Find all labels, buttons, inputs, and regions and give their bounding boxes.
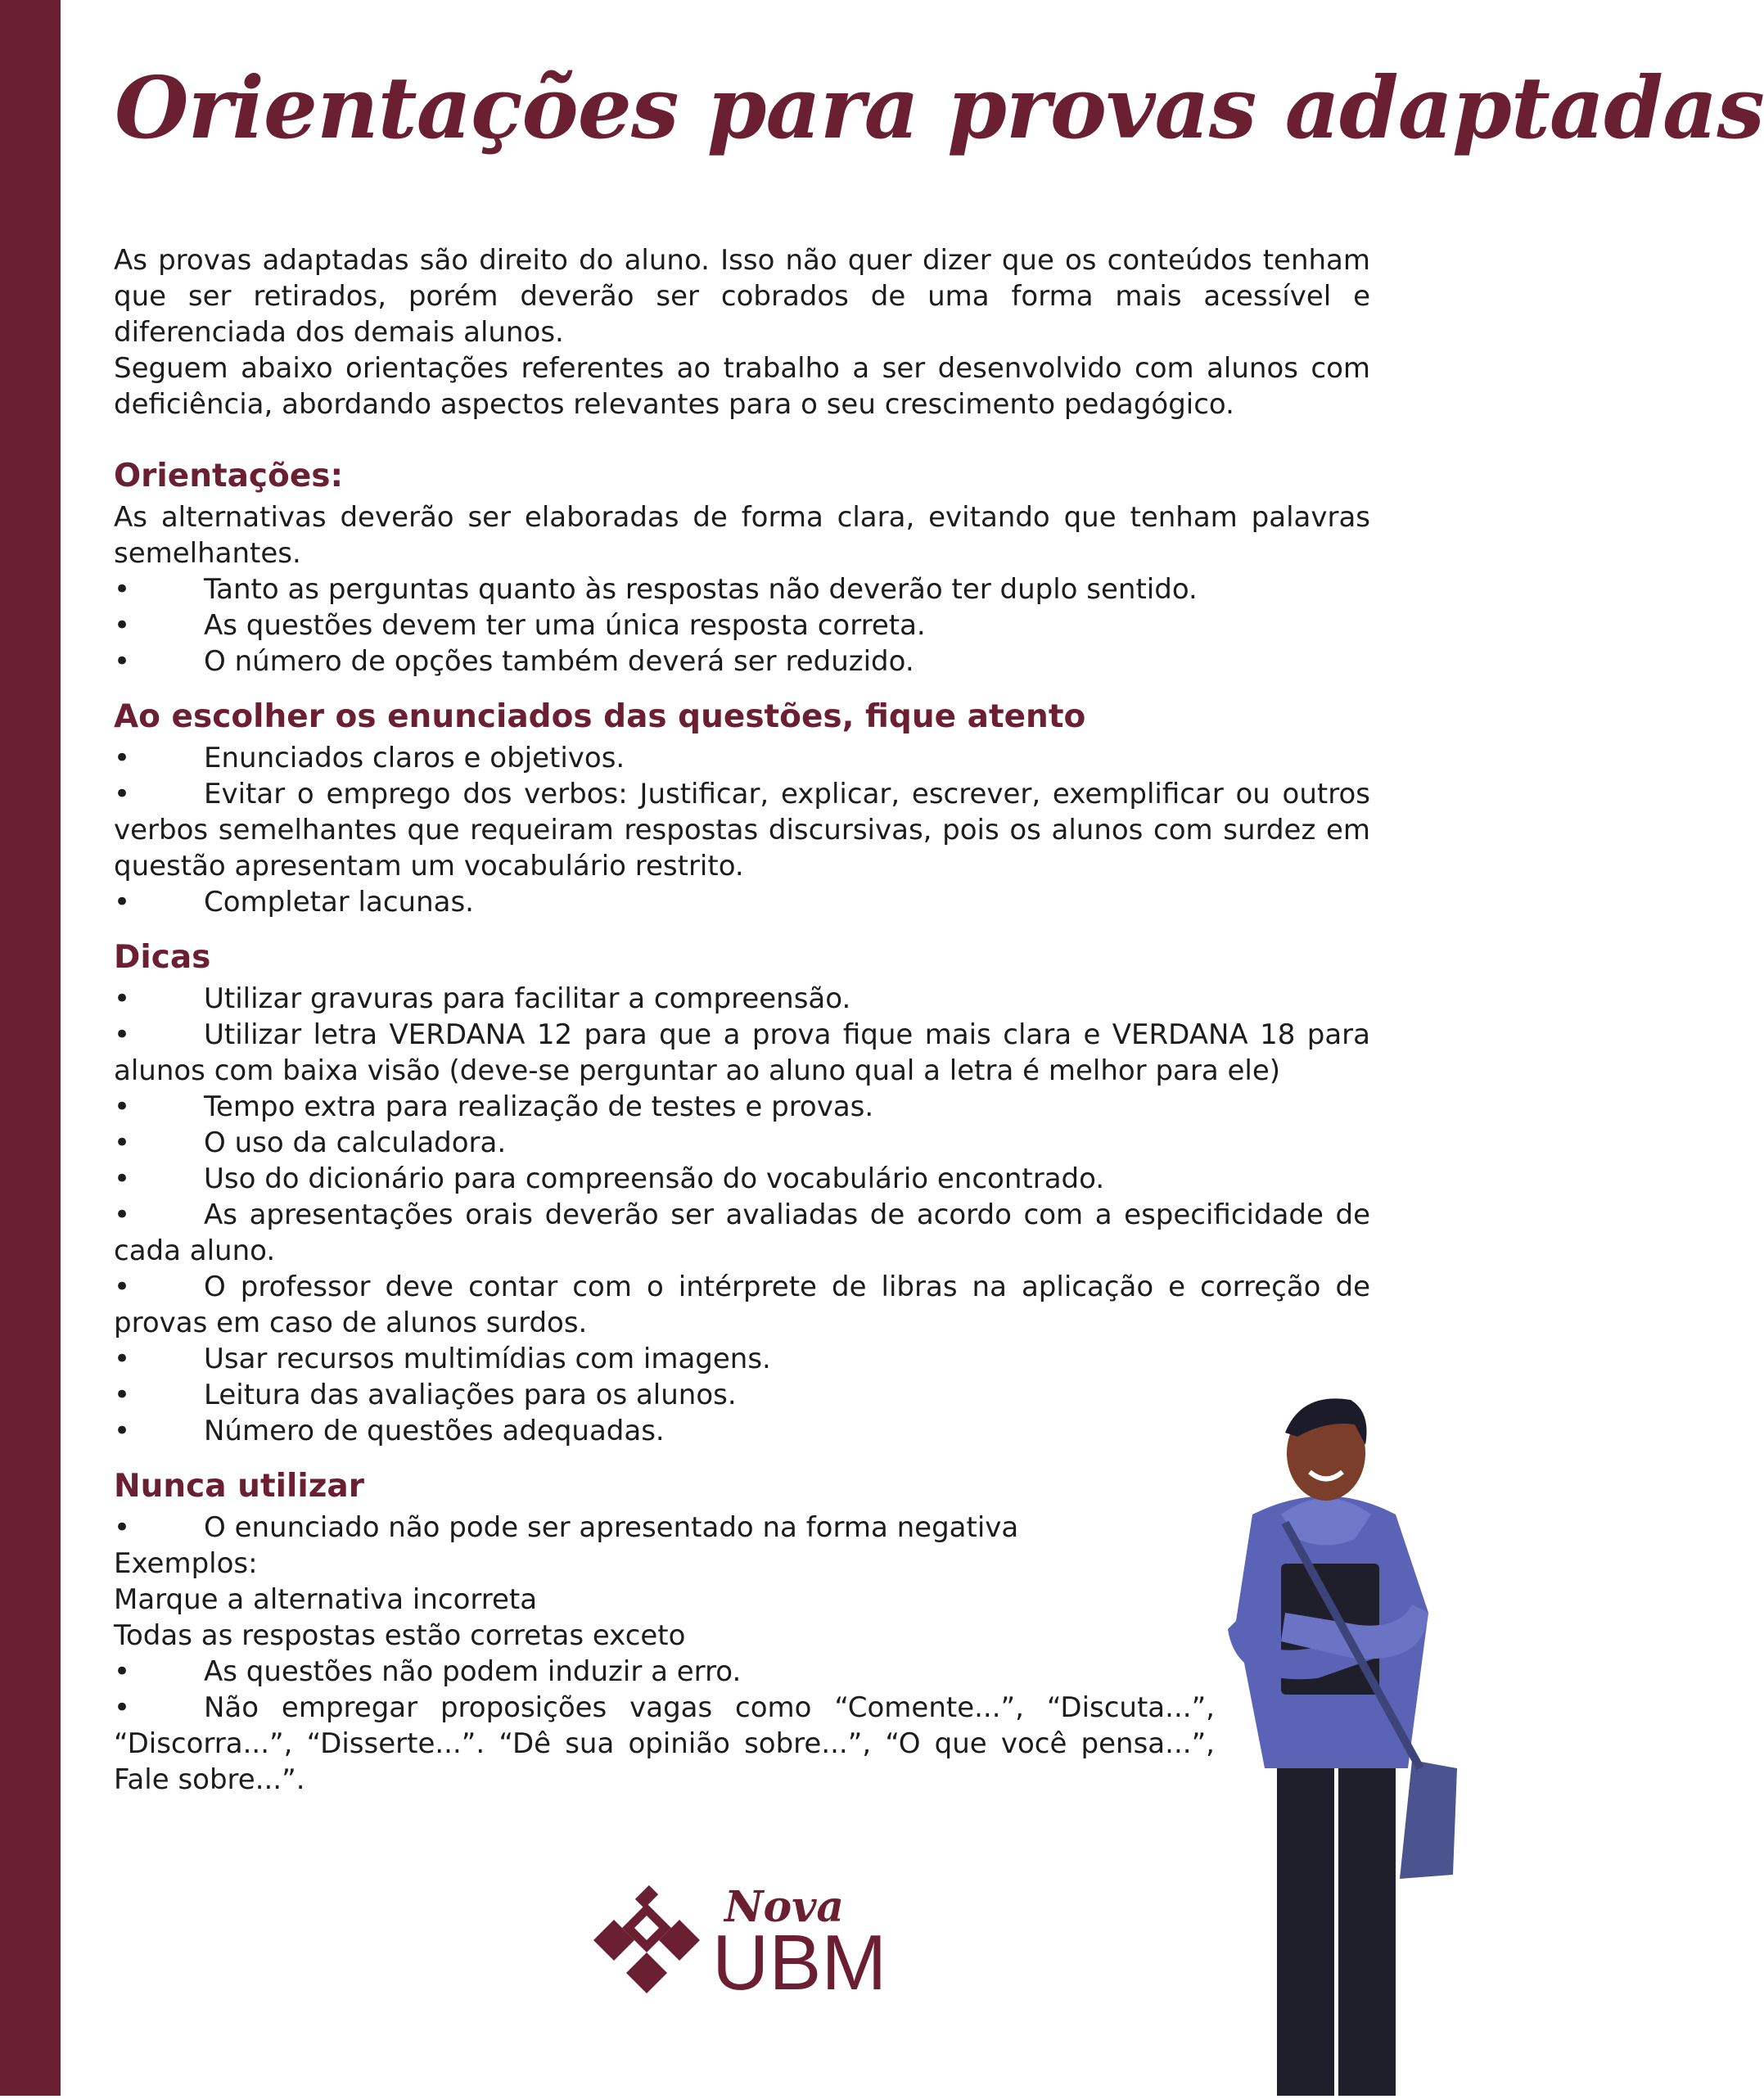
list-item: • Evitar o emprego dos verbos: Justificar, explicar, escrever, exemplificar ou outros verbos semelhantes que requeiram respostas discursivas, pois os alunos com surdez em questão apresentam um vocabulário restrito. [114, 778, 1370, 882]
list-item: • Leitura das avaliações para os alunos. [114, 1379, 737, 1411]
list-item: • Tanto as perguntas quanto às respostas não deverão ter duplo sentido. [114, 573, 1198, 606]
section-heading-enunciados: Ao escolher os enunciados das questões, fique atento [114, 698, 1086, 735]
list-item: • As questões devem ter uma única resposta correta. [114, 609, 926, 642]
student-illustration [1203, 1375, 1473, 2096]
logo-small-text: Nova [724, 1882, 845, 1932]
list-item: • As apresentações orais deverão ser avaliadas de acordo com a especificidade de cada aluno. [114, 1198, 1370, 1267]
list-item: • Usar recursos multimídias com imagens. [114, 1343, 771, 1375]
nova-ubm-logo [589, 1871, 917, 2010]
example-item: Todas as respostas estão corretas exceto [114, 1619, 686, 1652]
page-title: Orientações para provas adaptadas [115, 57, 1764, 158]
list-item: • Utilizar letra VERDANA 12 para que a prova fique mais clara e VERDANA 18 para alunos com baixa visão (deve-se perguntar ao aluno qual a letra é melhor para ele) [114, 1018, 1370, 1087]
logo-big-text: UBM [712, 1919, 887, 2006]
intro-paragraph-1: As provas adaptadas são direito do aluno. Isso não quer dizer que os conteúdos tenham que ser retirados, porém deverão ser cobrados de uma forma mais acessível e diferenciada dos demais alunos. [114, 244, 1370, 349]
student-figure-icon [1203, 1375, 1473, 2096]
list-item: • O enunciado não pode ser apresentado na forma negativa [114, 1511, 1019, 1544]
section-heading-nunca: Nunca utilizar [114, 1468, 364, 1505]
list-item: • Uso do dicionário para compreensão do vocabulário encontrado. [114, 1162, 1105, 1195]
example-item: Marque a alternativa incorreta [114, 1583, 538, 1616]
section-heading-orientacoes: Orientações: [114, 458, 344, 494]
left-sidebar-bar [0, 0, 61, 2096]
list-item: • Completar lacunas. [114, 886, 474, 919]
main-content [114, 242, 1370, 1798]
list-item: • Número de questões adequadas. [114, 1415, 665, 1447]
list-item: • Tempo extra para realização de testes e provas. [114, 1090, 874, 1123]
list-item: • O professor deve contar com o intérprete de libras na aplicação e correção de provas em caso de alunos surdos. [114, 1271, 1370, 1339]
examples-label: Exemplos: [114, 1547, 258, 1580]
list-item: • O número de opções também deverá ser reduzido. [114, 645, 914, 678]
logo-mark-icon [589, 1871, 917, 2010]
list-item: • Não empregar proposições vagas como “Comente...”, “Discuta...”, “Discorra...”, “Disserte...”. “Dê sua opinião sobre...”, “O que você pensa...”, Fale sobre...”. [114, 1691, 1215, 1796]
section-heading-dicas: Dicas [114, 939, 211, 976]
orientacoes-text: As alternativas deverão ser elaboradas de forma clara, evitando que tenham palavras semelhantes. [114, 501, 1370, 570]
list-item: • Utilizar gravuras para facilitar a compreensão. [114, 982, 851, 1015]
intro-paragraph-2: Seguem abaixo orientações referentes ao trabalho a ser desenvolvido com alunos com deficiência, abordando aspectos relevantes para o seu crescimento pedagógico. [114, 352, 1370, 421]
list-item: • O uso da calculadora. [114, 1126, 507, 1159]
list-item: • Enunciados claros e objetivos. [114, 742, 625, 774]
list-item: • As questões não podem induzir a erro. [114, 1655, 742, 1688]
